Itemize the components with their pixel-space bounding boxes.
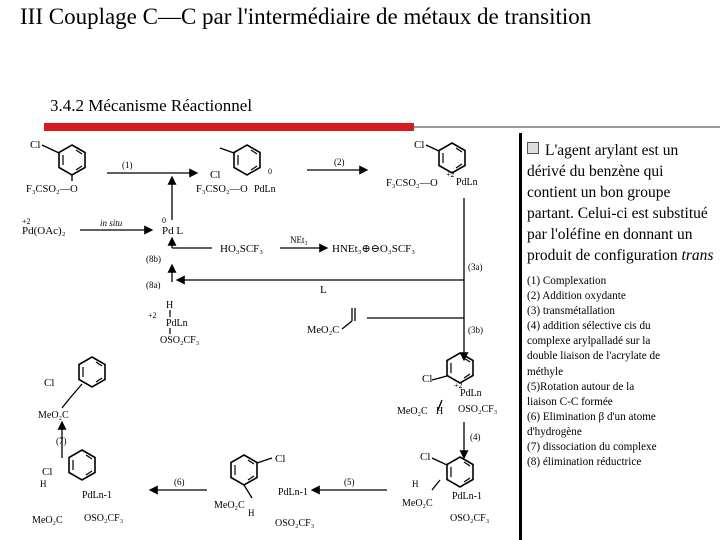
- svg-text:+2: +2: [446, 170, 455, 179]
- step-item: (7) dissociation du complexe: [527, 441, 657, 454]
- bullet-square-icon: [527, 142, 539, 154]
- mechanism-scheme: [22, 140, 517, 540]
- svg-text:Cl: Cl: [414, 140, 425, 151]
- step-list: [527, 274, 715, 470]
- hydrido-product-complex: [32, 450, 123, 526]
- svg-text:Cl: Cl: [44, 377, 55, 389]
- svg-text:0: 0: [162, 216, 166, 225]
- step-item: (5)Rotation autour de la: [527, 380, 635, 393]
- pd-acetate: Pd(OAc)₂: [22, 225, 66, 237]
- step-label-8a: (8a): [146, 280, 161, 290]
- svg-text:H: H: [166, 300, 174, 311]
- accent-rule: [44, 123, 414, 131]
- svg-text:MeO₂C: MeO₂C: [402, 498, 433, 509]
- cl-label: Cl: [30, 140, 41, 151]
- in-situ-label: in situ: [100, 218, 123, 228]
- aryl-triflate: [26, 140, 85, 195]
- aryl-pd-complex: [386, 140, 478, 189]
- step-label-8b: (8b): [146, 254, 161, 264]
- bullet-text: L'agent arylant est un dérivé du benzène qui contient un bon groupe partant. Celui-ci est substitué par l'oléfine en donnant un produit de configuration: [527, 142, 708, 264]
- svg-text:OSO₂CF₃: OSO₂CF₃: [84, 513, 124, 524]
- svg-text:PdLn-1: PdLn-1: [278, 487, 308, 498]
- svg-text:H: H: [412, 479, 419, 489]
- step-item: complexe arylpalladé sur la: [527, 335, 651, 348]
- svg-text:H: H: [436, 406, 444, 417]
- svg-text:PdLn: PdLn: [460, 388, 482, 399]
- svg-text:MeO₂C: MeO₂C: [32, 515, 63, 526]
- step-item: (8) élimination réductrice: [527, 456, 642, 469]
- step-label-5: (5): [344, 477, 355, 487]
- svg-text:OSO₂CF₃: OSO₂CF₃: [458, 404, 498, 415]
- svg-text:H: H: [248, 508, 255, 518]
- pd-complex-metal: PdLn: [456, 177, 478, 188]
- svg-text:Cl: Cl: [210, 169, 221, 181]
- step-label-3a: (3a): [468, 262, 483, 272]
- divider-rule: [414, 126, 720, 128]
- svg-text:OSO₂CF₃: OSO₂CF₃: [275, 518, 315, 529]
- slide-title: III Couplage C—C par l'intermédiaire de métaux de transition: [20, 4, 592, 29]
- vertical-divider: [519, 133, 522, 540]
- bullet-paragraph: [527, 140, 715, 266]
- svg-text:MeO₂C: MeO₂C: [307, 325, 340, 336]
- svg-text:OSO₂CF₃: OSO₂CF₃: [450, 513, 490, 524]
- svg-text:MeO₂C: MeO₂C: [214, 500, 245, 511]
- ammonium-triflate: HNEt₃⊕⊖O₃SCF₃: [332, 243, 416, 255]
- step-item: (4) addition sélective cis du: [527, 320, 651, 333]
- step-label-1: (1): [122, 160, 133, 170]
- svg-text:Cl: Cl: [275, 453, 286, 465]
- section-subtitle: 3.4.2 Mécanisme Réactionnel: [50, 96, 253, 115]
- aryl-triflate-label: F₃CSO₂—O: [26, 184, 78, 195]
- step-item: d'hydrogène: [527, 425, 582, 438]
- svg-text:Cl: Cl: [420, 451, 431, 463]
- pi-aryl-complex: [196, 145, 276, 195]
- svg-text:0: 0: [268, 167, 272, 176]
- step-item: méthyle: [527, 365, 564, 378]
- svg-text:PdLn-1: PdLn-1: [82, 490, 112, 501]
- svg-text:OSO₂CF₃: OSO₂CF₃: [160, 335, 200, 346]
- svg-text:H: H: [40, 479, 47, 489]
- svg-text:+2: +2: [454, 381, 463, 390]
- step-label-4: (4): [470, 432, 481, 442]
- oxidative-complex-label: F₃CSO₂—O: [196, 184, 248, 195]
- pd-complex-label: F₃CSO₂—O: [386, 178, 438, 189]
- svg-text:Cl: Cl: [422, 373, 433, 385]
- svg-text:PdLn-1: PdLn-1: [452, 491, 482, 502]
- hydride-pd-complex: [148, 300, 199, 346]
- rotated-complex: [214, 453, 314, 529]
- bullet-italic-text: trans: [681, 247, 714, 264]
- step-item: (6) Elimination β d'un atome: [527, 410, 656, 423]
- net3-label: NEt₃: [290, 235, 308, 245]
- step-item: (2) Addition oxydante: [527, 290, 626, 303]
- svg-text:PdLn: PdLn: [166, 318, 188, 329]
- step-label-7: (7): [56, 436, 67, 446]
- svg-text:MeO₂C: MeO₂C: [397, 406, 428, 417]
- methyl-acrylate: [307, 308, 355, 336]
- svg-text:Cl: Cl: [42, 466, 53, 478]
- step-label-2: (2): [334, 157, 345, 167]
- svg-text:+2: +2: [22, 217, 31, 226]
- ligand-label: L: [320, 284, 327, 296]
- trans-product: [38, 357, 105, 421]
- svg-text:+2: +2: [148, 311, 157, 320]
- triflic-acid: HO₃SCF₃: [220, 243, 264, 255]
- pi-olefin-complex: [397, 353, 497, 417]
- step-label-3b: (3b): [468, 325, 483, 335]
- step-item: (3) transmétallation: [527, 305, 615, 318]
- step-label-6: (6): [174, 477, 185, 487]
- step-item: double liaison de l'acrylate de: [527, 350, 661, 363]
- explanation-panel: [527, 140, 715, 470]
- step-item: (1) Complexation: [527, 275, 607, 287]
- step-item: liaison C-C formée: [527, 395, 613, 408]
- pd0-species: Pd L: [162, 225, 184, 237]
- svg-text:MeO₂C: MeO₂C: [38, 410, 69, 421]
- oxidative-complex-metal: PdLn: [254, 184, 276, 195]
- sigma-alkyl-complex: [402, 451, 489, 524]
